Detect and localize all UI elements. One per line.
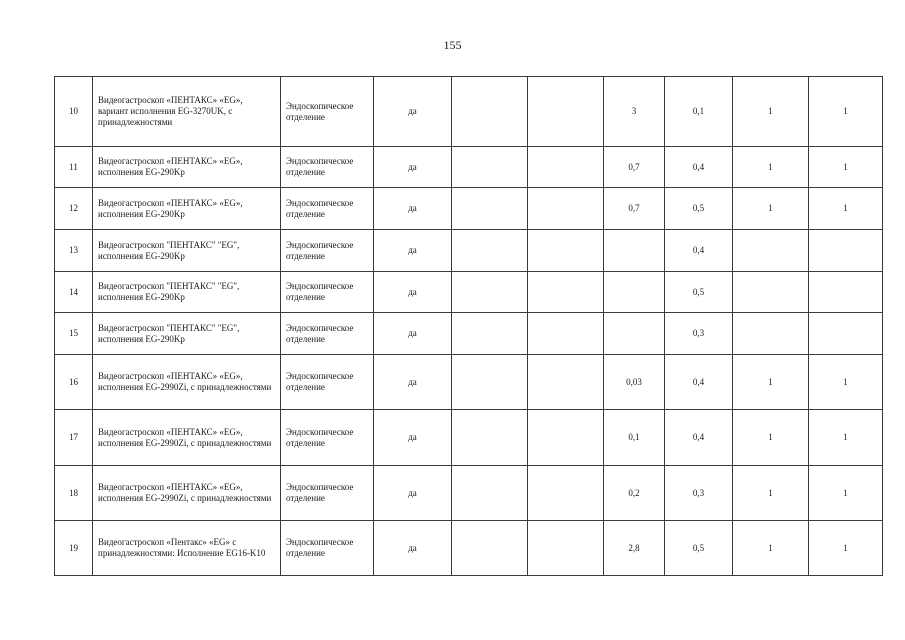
value-cell-9: 1 <box>733 147 809 188</box>
equipment-name-cell: Видеогастроскоп «ПЕНТАКС» «EG», исполнения EG-2990Zi, с принадлежностями <box>93 355 281 410</box>
row-number-cell: 19 <box>55 521 93 576</box>
value-cell-9: 1 <box>733 466 809 521</box>
value-cell-8: 0,1 <box>665 77 733 147</box>
value-cell-6 <box>528 313 604 355</box>
value-cell-7 <box>604 272 665 313</box>
value-cell-6 <box>528 272 604 313</box>
value-cell-5 <box>452 355 528 410</box>
value-cell-8: 0,5 <box>665 272 733 313</box>
row-number-cell: 12 <box>55 188 93 230</box>
value-cell-7: 3 <box>604 77 665 147</box>
value-cell-10: 1 <box>809 355 883 410</box>
value-cell-10: 1 <box>809 77 883 147</box>
value-cell-8: 0,5 <box>665 188 733 230</box>
value-cell-10: 1 <box>809 410 883 466</box>
equipment-table <box>54 76 883 576</box>
value-cell-5 <box>452 466 528 521</box>
value-cell-8: 0,4 <box>665 355 733 410</box>
flag-cell: да <box>374 188 452 230</box>
flag-cell: да <box>374 466 452 521</box>
table-row <box>55 466 883 521</box>
value-cell-10: 1 <box>809 466 883 521</box>
value-cell-10 <box>809 313 883 355</box>
equipment-name-cell: Видеогастроскоп «Пентакс» «EG» с принадлежностями: Исполнение EG16-K10 <box>93 521 281 576</box>
flag-cell: да <box>374 77 452 147</box>
value-cell-9: 1 <box>733 521 809 576</box>
value-cell-10: 1 <box>809 147 883 188</box>
row-number-cell: 11 <box>55 147 93 188</box>
value-cell-5 <box>452 521 528 576</box>
value-cell-10: 1 <box>809 188 883 230</box>
value-cell-6 <box>528 355 604 410</box>
flag-cell: да <box>374 313 452 355</box>
equipment-name-cell: Видеогастроскоп "ПЕНТАКС" "EG", исполнения EG-290Kp <box>93 230 281 272</box>
table-row <box>55 313 883 355</box>
value-cell-10: 1 <box>809 521 883 576</box>
value-cell-7: 0,2 <box>604 466 665 521</box>
flag-cell: да <box>374 410 452 466</box>
table-row <box>55 355 883 410</box>
value-cell-10 <box>809 230 883 272</box>
flag-cell: да <box>374 147 452 188</box>
department-cell: Эндоскопическое отделение <box>281 147 374 188</box>
equipment-name-cell: Видеогастроскоп «ПЕНТАКС» «EG», исполнения EG-290Kp <box>93 147 281 188</box>
department-cell: Эндоскопическое отделение <box>281 230 374 272</box>
value-cell-9 <box>733 313 809 355</box>
department-cell: Эндоскопическое отделение <box>281 313 374 355</box>
department-cell: Эндоскопическое отделение <box>281 410 374 466</box>
row-number-cell: 14 <box>55 272 93 313</box>
flag-cell: да <box>374 230 452 272</box>
value-cell-9 <box>733 272 809 313</box>
equipment-name-cell: Видеогастроскоп «ПЕНТАКС» «EG», исполнения EG-290Kp <box>93 188 281 230</box>
department-cell: Эндоскопическое отделение <box>281 188 374 230</box>
value-cell-6 <box>528 147 604 188</box>
value-cell-7: 0,7 <box>604 147 665 188</box>
value-cell-5 <box>452 313 528 355</box>
table-row <box>55 272 883 313</box>
value-cell-5 <box>452 147 528 188</box>
value-cell-8: 0,4 <box>665 410 733 466</box>
value-cell-6 <box>528 521 604 576</box>
department-cell: Эндоскопическое отделение <box>281 272 374 313</box>
value-cell-9: 1 <box>733 355 809 410</box>
row-number-cell: 10 <box>55 77 93 147</box>
value-cell-5 <box>452 188 528 230</box>
department-cell: Эндоскопическое отделение <box>281 77 374 147</box>
value-cell-7: 2,8 <box>604 521 665 576</box>
value-cell-7 <box>604 230 665 272</box>
equipment-name-cell: Видеогастроскоп «ПЕНТАКС» «EG», исполнения EG-2990Zi, с принадлежностями <box>93 466 281 521</box>
value-cell-8: 0,4 <box>665 230 733 272</box>
value-cell-8: 0,3 <box>665 466 733 521</box>
table-row <box>55 230 883 272</box>
equipment-name-cell: Видеогастроскоп "ПЕНТАКС" "EG", исполнения EG-290Kp <box>93 272 281 313</box>
row-number-cell: 16 <box>55 355 93 410</box>
row-number-cell: 17 <box>55 410 93 466</box>
table-row <box>55 147 883 188</box>
equipment-name-cell: Видеогастроскоп "ПЕНТАКС" "EG", исполнения EG-290Kp <box>93 313 281 355</box>
table-row <box>55 521 883 576</box>
flag-cell: да <box>374 272 452 313</box>
value-cell-6 <box>528 230 604 272</box>
table-row <box>55 77 883 147</box>
value-cell-8: 0,5 <box>665 521 733 576</box>
row-number-cell: 18 <box>55 466 93 521</box>
value-cell-7 <box>604 313 665 355</box>
page-number: 155 <box>443 38 462 52</box>
row-number-cell: 15 <box>55 313 93 355</box>
flag-cell: да <box>374 355 452 410</box>
department-cell: Эндоскопическое отделение <box>281 466 374 521</box>
value-cell-6 <box>528 466 604 521</box>
value-cell-9 <box>733 230 809 272</box>
value-cell-5 <box>452 77 528 147</box>
table-body <box>55 77 883 576</box>
equipment-name-cell: Видеогастроскоп «ПЕНТАКС» «EG», вариант исполнения EG-3270UK, с принадлежностями <box>93 77 281 147</box>
value-cell-5 <box>452 230 528 272</box>
value-cell-7: 0,1 <box>604 410 665 466</box>
value-cell-6 <box>528 77 604 147</box>
value-cell-10 <box>809 272 883 313</box>
equipment-name-cell: Видеогастроскоп «ПЕНТАКС» «EG», исполнения EG-2990Zi, с принадлежностями <box>93 410 281 466</box>
value-cell-8: 0,4 <box>665 147 733 188</box>
value-cell-9: 1 <box>733 410 809 466</box>
value-cell-9: 1 <box>733 188 809 230</box>
table-row <box>55 188 883 230</box>
department-cell: Эндоскопическое отделение <box>281 521 374 576</box>
value-cell-7: 0,7 <box>604 188 665 230</box>
value-cell-5 <box>452 272 528 313</box>
department-cell: Эндоскопическое отделение <box>281 355 374 410</box>
value-cell-5 <box>452 410 528 466</box>
value-cell-9: 1 <box>733 77 809 147</box>
flag-cell: да <box>374 521 452 576</box>
value-cell-6 <box>528 410 604 466</box>
value-cell-7: 0,03 <box>604 355 665 410</box>
value-cell-6 <box>528 188 604 230</box>
value-cell-8: 0,3 <box>665 313 733 355</box>
row-number-cell: 13 <box>55 230 93 272</box>
table-row <box>55 410 883 466</box>
